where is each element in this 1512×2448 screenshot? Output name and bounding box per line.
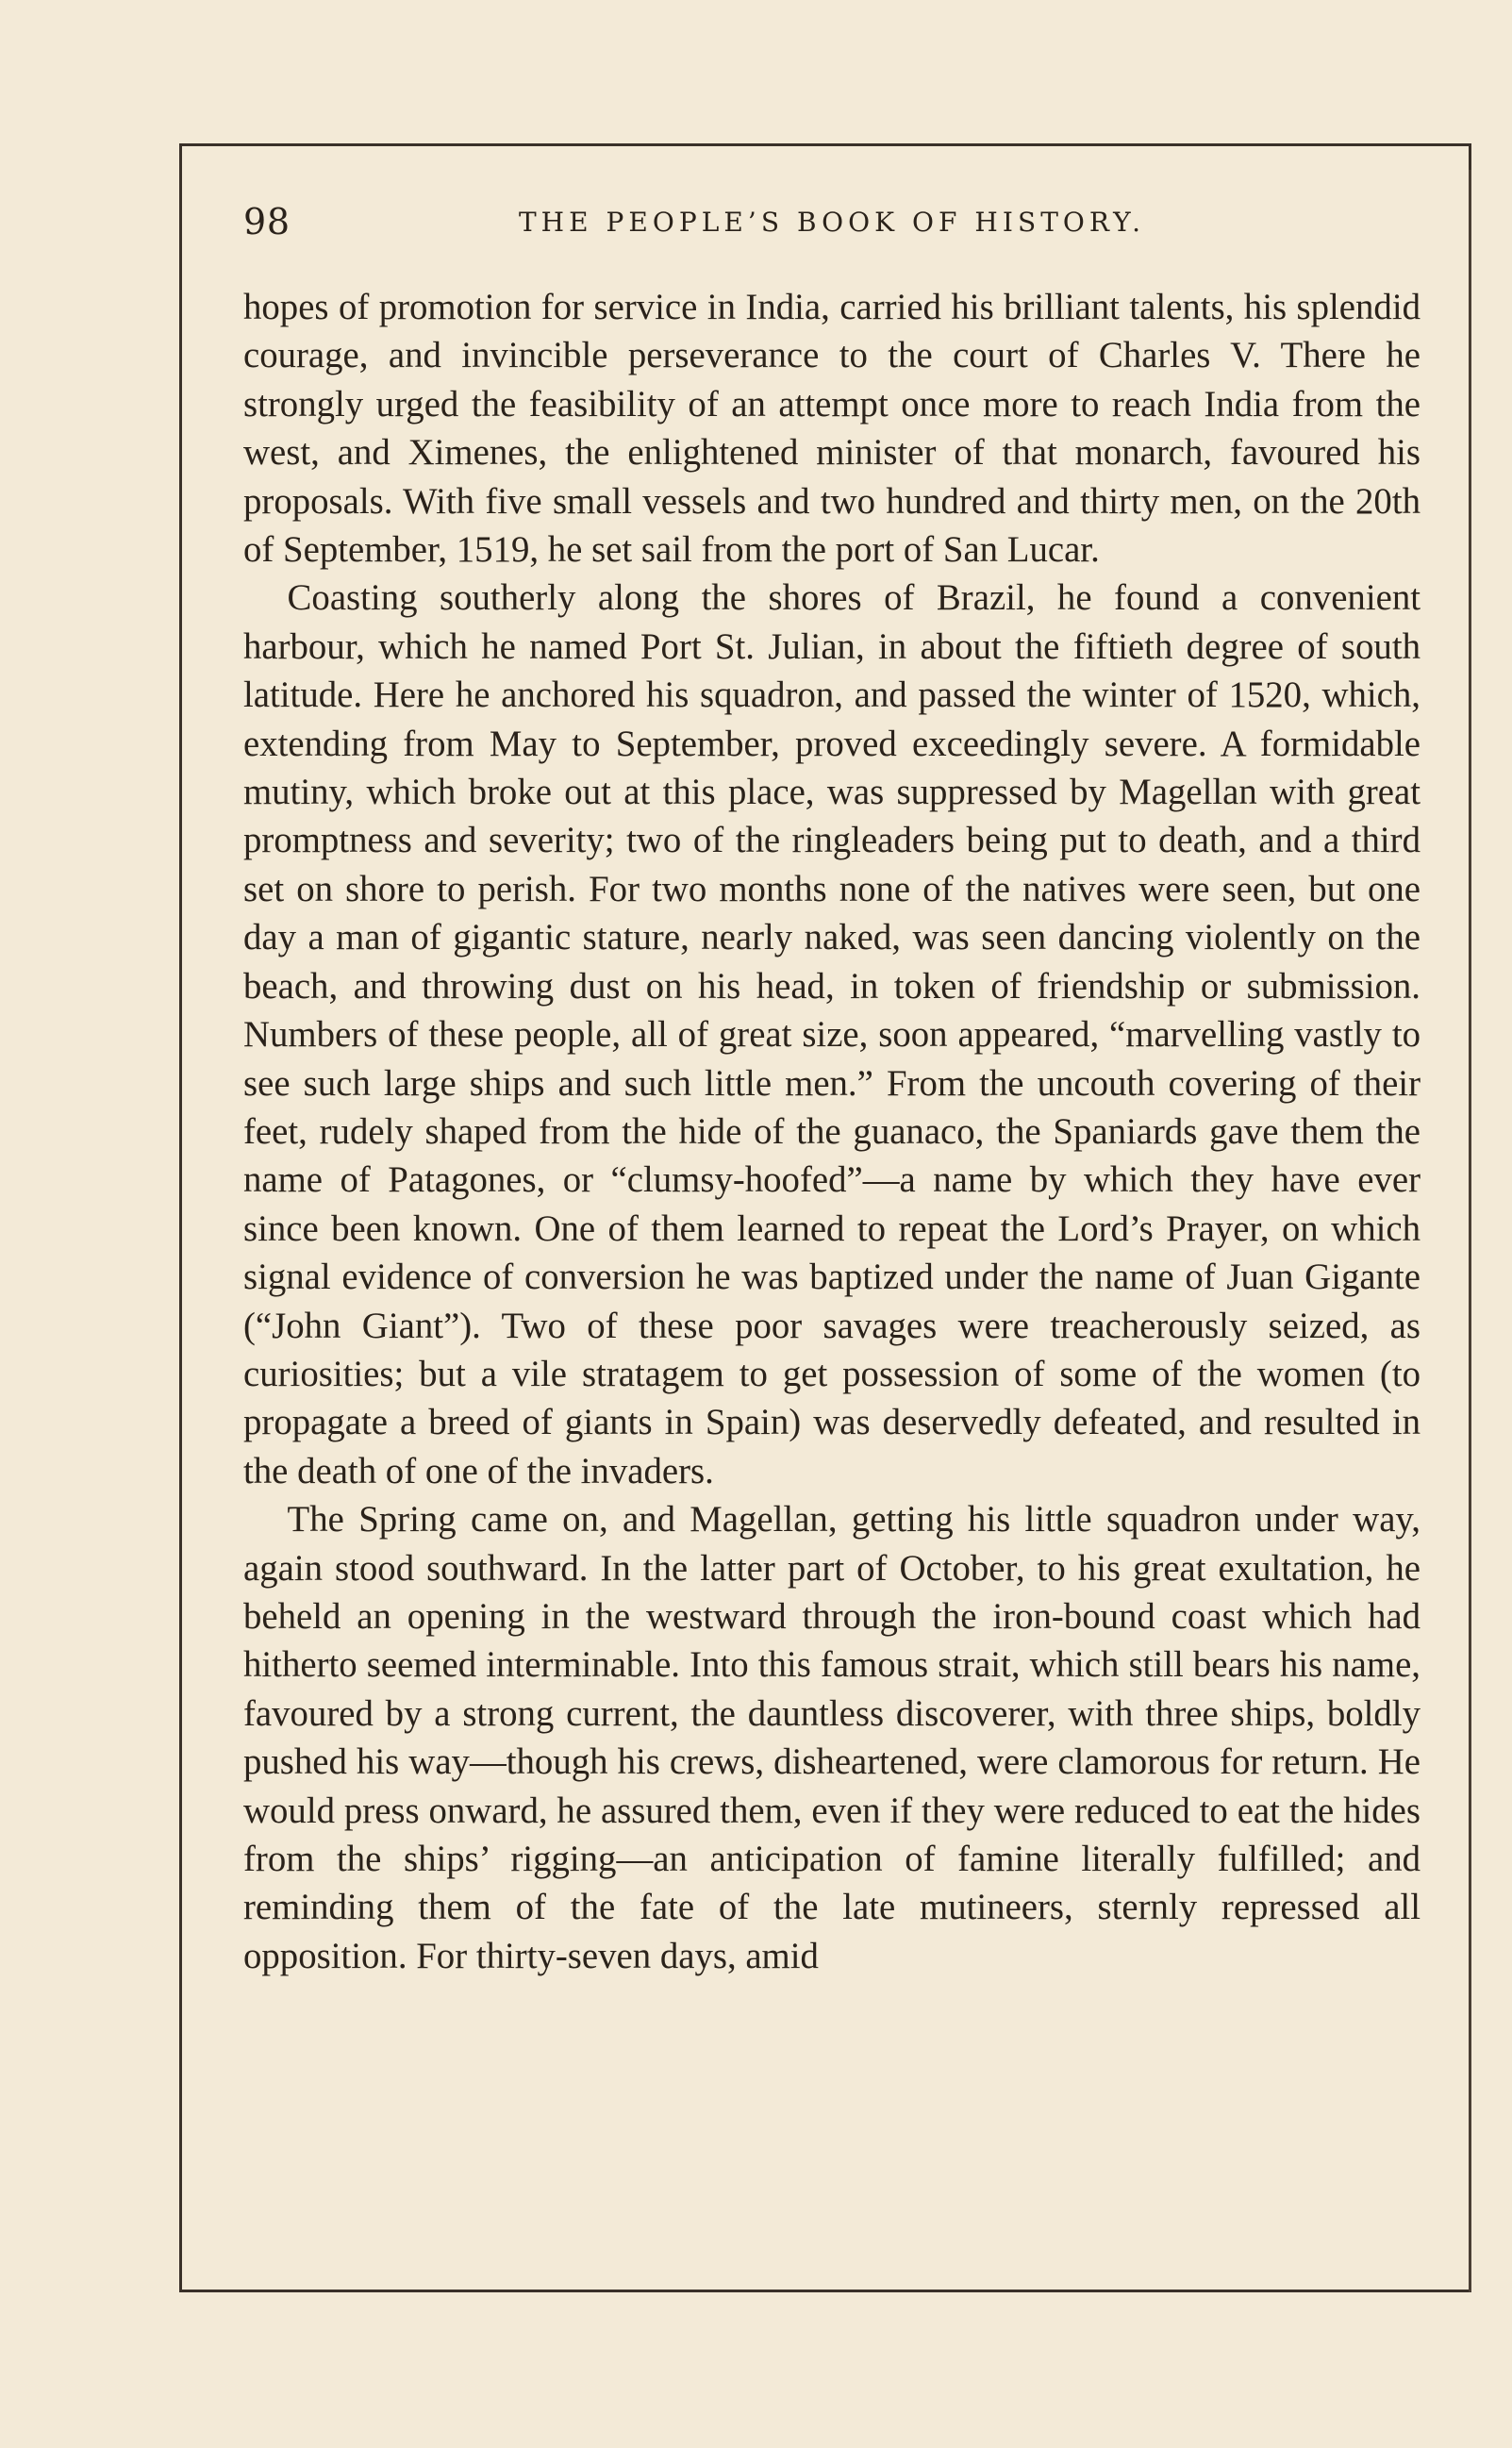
running-head: [243, 200, 1421, 257]
paragraph-port-st-julian: Coasting southerly along the shores of Brazil, he found a convenient harbour, which he named Port St. Julian, in about the fiftieth degree of south latitude. Here he anchored his squadron, and passed the winter of 1520, which, extending from May to September, proved exceedingly severe. A formidable mutiny, which broke out at this place, was suppressed by Magellan with great promptness and severity; two of the ringleaders being put to death, and a third set on shore to perish. For two months none of the natives were seen, but one day a man of gigantic stature, nearly naked, was seen dancing violently on the beach, and throwing dust on his head, in token of friendship or submission. Numbers of these people, all of great size, soon appeared, “marvelling vastly to see such large ships and such little men.” From the uncouth covering of their feet, rudely shaped from the hide of the guanaco, the Spaniards gave them the name of Patagones, or “clumsy-hoofed”—a name by which they have ever since been known. One of them learned to repeat the Lord’s Prayer, on which signal evidence of conversion he was baptized under the name of Juan Gigante (“John Giant”). Two of these poor savages were treacherously seized, as curiosities; but a vile stratagem to get possession of some of the women (to propagate a breed of giants in Spain) was deservedly defeated, and resulted in the death of one of the invaders.: [243, 577, 1421, 1491]
right-margin-rule: [1469, 170, 1471, 2292]
body-text: [243, 283, 1421, 1980]
book-title: THE PEOPLE’S BOOK OF HISTORY.: [518, 207, 1146, 238]
paragraph-strait: The Spring came on, and Magellan, getting his little squadron under way, again stood southward. In the latter part of October, to his great exultation, he beheld an opening in the westward through the iron-bound coast which had hitherto seemed interminable. Into this famous strait, which still bears his name, favoured by a strong current, the dauntless discoverer, with three ships, boldly pushed his way—though his crews, disheartened, were clamorous for return. He would press onward, he assured them, even if they were reduced to eat the hides from the ships’ rigging—an anticipation of famine literally fulfilled; and reminding them of the fate of the late mutineers, sternly repressed all opposition. For thirty-seven days, amid: [243, 1499, 1421, 1976]
paragraph-continued: hopes of promotion for service in India, carried his brilliant talents, his splendid courage, and invincible perseverance to the court of Charles V. There he strongly urged the feasibility of an attempt once more to reach India from the west, and Ximenes, the enlightened minister of that monarch, favoured his proposals. With five small vessels and two hundred and thirty men, on the 20th of September, 1519, he set sail from the port of San Lucar.: [243, 287, 1421, 571]
page-number: 98: [243, 201, 291, 242]
